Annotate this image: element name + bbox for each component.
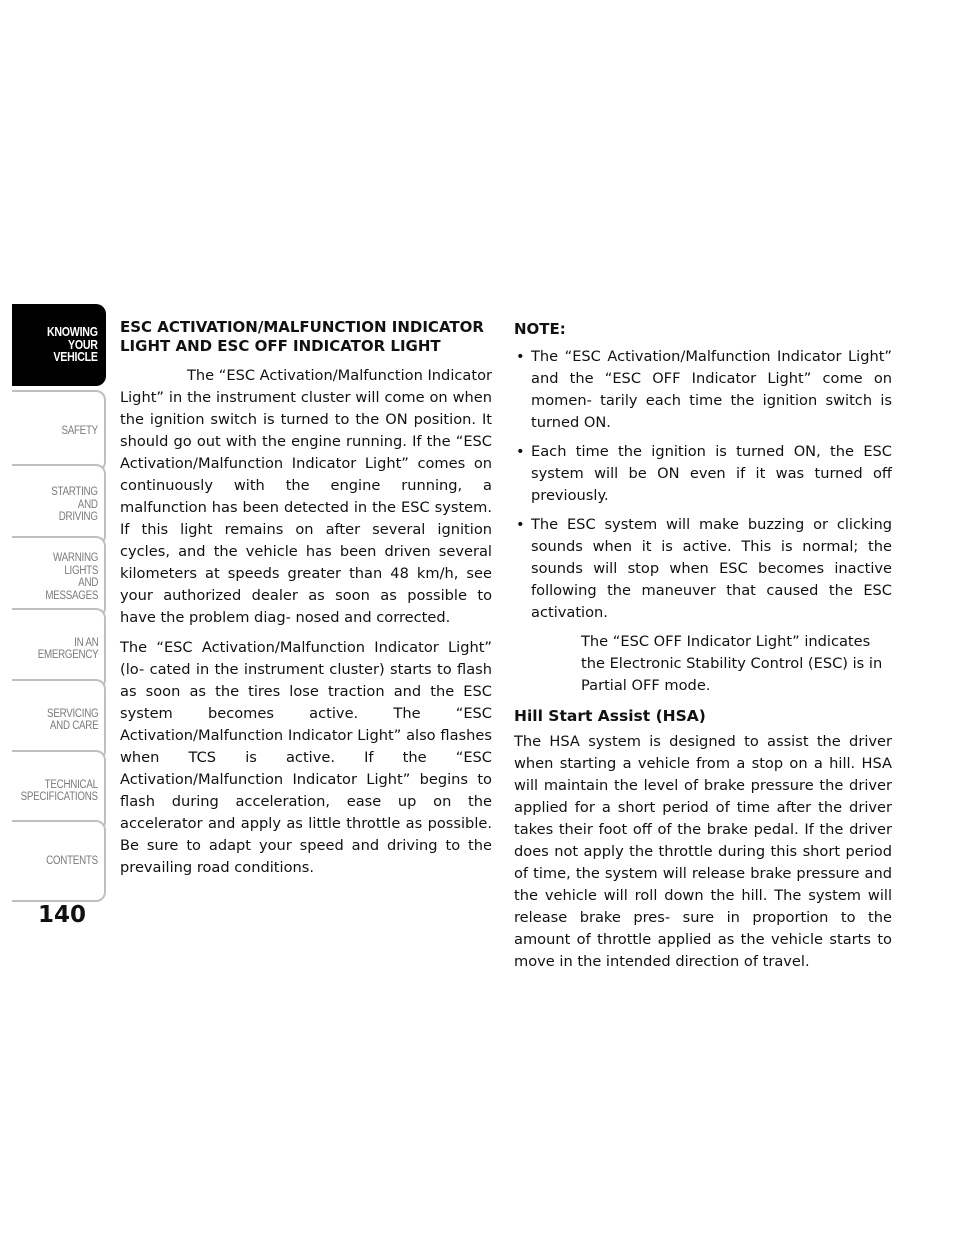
page-number: 140 [37, 902, 86, 928]
tab-starting-and-driving[interactable] [12, 464, 106, 546]
tab-label: TECHNICAL SPECIFICATIONS [20, 778, 98, 803]
note-label: NOTE: [514, 320, 566, 338]
tab-warning-lights-and-messages[interactable] [12, 536, 106, 618]
tab-label: WARNING LIGHTS AND MESSAGES [45, 552, 98, 602]
esc-off-paragraph: The “ESC OFF Indicator Light” indicates the Electronic Stability Control (ESC) is in Partial OFF mode. [581, 633, 883, 694]
esc-light-heading: ESC ACTIVATION/MALFUNCTION INDICATOR LIGHT AND ESC OFF INDICATOR LIGHT [120, 318, 484, 355]
hsa-heading: Hill Start Assist (HSA) [514, 707, 706, 725]
list-item: • The ESC system will make buzzing or clicking sounds when it is active. This is normal; the sounds will stop when ESC becomes inactive following the maneuver that caused the ESC activation. [516, 516, 892, 621]
tab-label: IN AN EMERGENCY [37, 636, 98, 661]
tab-label: KNOWING YOUR VEHICLE [47, 325, 98, 365]
tab-contents[interactable] [12, 820, 106, 902]
left-column [120, 318, 492, 887]
note-bullet-list [514, 346, 892, 624]
list-item: • The “ESC Activation/Malfunction Indicator Light” and the “ESC OFF Indicator Light” come on momen- tarily each time the ignition switch is turned ON. [516, 348, 892, 431]
esc-light-paragraph-2: The “ESC Activation/Malfunction Indicator Light” (lo- cated in the instrument cluster) starts to flash as soon as the tires lose traction and the ESC system becomes active. The “ESC Activation/Malfunction Indicator Light” also flashes when TCS is active. If the “ESC Activation/Malfunction Indicator Light” begins to flash during acceleration, ease up on the accelerator and apply as little throttle as possible. Be sure to adapt your speed and driving to the prevailing road conditions. [120, 639, 492, 876]
list-item: • Each time the ignition is turned ON, the ESC system will be ON even if it was turned off previously. [516, 443, 892, 504]
tab-label: CONTENTS [46, 854, 98, 867]
tab-servicing-and-care[interactable] [12, 679, 106, 761]
tab-label: SAFETY [61, 424, 98, 437]
tab-in-an-emergency[interactable] [12, 608, 106, 690]
right-column [514, 318, 892, 981]
esc-light-paragraph-1: The “ESC Activation/Malfunction Indicator Light” in the instrument cluster will come on when the ignition switch is turned to the ON position. It should go out with the engine running. If the “ESC Activation/Malfunction Indicator Light” comes on continuously with the engine running, a malfunction has been detected in the ESC system. If this light remains on after several ignition cycles, and the vehicle has been driven several kilometers at speeds greater than 48 km/h, see your authorized dealer as soon as possible to have the problem diag- nosed and corrected. [120, 367, 492, 626]
tab-knowing-your-vehicle[interactable] [12, 304, 106, 386]
tab-safety[interactable] [12, 390, 106, 472]
tab-label: SERVICING AND CARE [46, 707, 98, 732]
hsa-paragraph: The HSA system is designed to assist the driver when starting a vehicle from a stop on a hill. HSA will maintain the level of brake pressure the driver applied for a short period of time after the driver takes their foot off of the brake pedal. If the driver does not apply the throttle during this short period of time, the system will release brake pressure and the vehicle will roll down the hill. The system will release brake pres- sure in proportion to the amount of throttle applied as the vehicle starts to move in the intended direction of travel. [514, 733, 892, 970]
tab-label: STARTING AND DRIVING [51, 486, 98, 524]
